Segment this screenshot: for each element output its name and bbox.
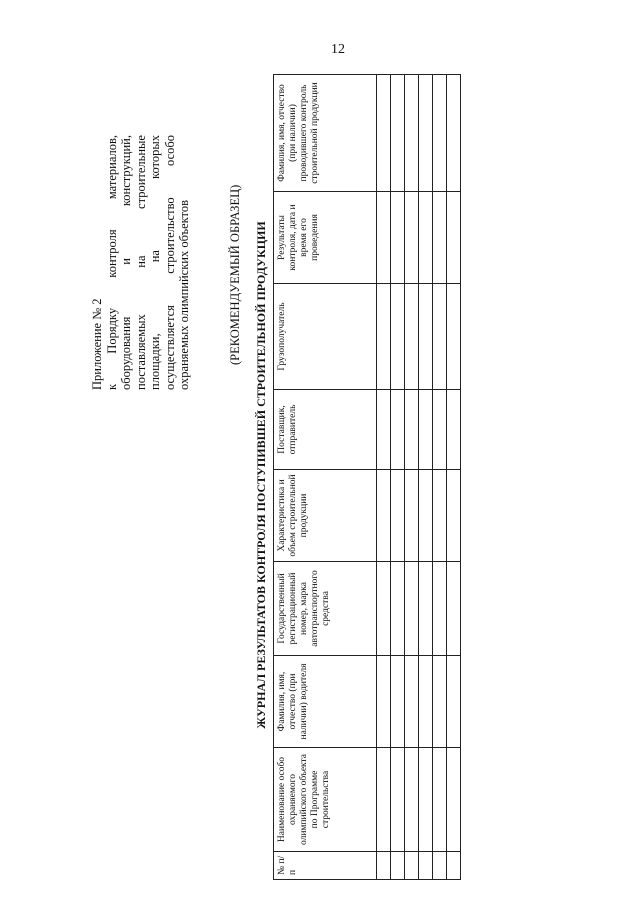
page-number: 12 (331, 42, 345, 57)
appendix-line: оборудования и конструкций, (119, 135, 133, 390)
table-row (418, 75, 433, 879)
appendix-line: охраняемых олимпийских объектов (177, 199, 191, 390)
column-header-vehicle-number: Государственный регистрационный номер, марка автотранспортного средства (274, 561, 376, 655)
appendix-line: площадки, на которых (148, 135, 162, 390)
column-header-driver-name: Фамилия, имя, отчество (при наличии) водителя (274, 655, 376, 747)
column-header-consignee: Грузополучатель (274, 283, 376, 389)
table-row (446, 75, 460, 879)
column-header-control-results: Результаты контроля, дата и время его проведения (274, 191, 376, 283)
table-row (404, 75, 419, 879)
table-row (390, 75, 405, 879)
table-header-row (274, 75, 377, 879)
journal-table (273, 74, 461, 880)
rotated-page-content (90, 70, 465, 880)
appendix-line: Приложение № 2 (90, 298, 104, 390)
column-header-object-name: Наименование особо охраняемого олимпийского объекта по Программе строительства (274, 747, 376, 851)
recommended-sample-note: (РЕКОМЕНДУЕМЫЙ ОБРАЗЕЦ) (228, 184, 242, 365)
table-row (432, 75, 447, 879)
table-row (376, 75, 391, 879)
column-header-inspector-name: Фамилия, имя, отчество (при наличии) проводившего контроль строительной продукции (277, 82, 320, 184)
column-header-number: № п/п (274, 851, 376, 879)
appendix-header (90, 135, 192, 390)
appendix-line: поставляемых на строительные (133, 135, 148, 390)
appendix-line: к Порядку контроля материалов, (104, 135, 119, 390)
journal-title: ЖУРНАЛ РЕЗУЛЬТАТОВ КОНТРОЛЯ ПОСТУПИВШЕЙ СТРОИТЕЛЬНОЙ ПРОДУКЦИИ (254, 221, 268, 729)
column-header-product-characteristics: Характеристика и объем строительной продукции (274, 469, 376, 561)
appendix-line: осуществляется строительство особо (162, 135, 177, 390)
column-header-supplier: Поставщик, отправитель (274, 389, 376, 469)
